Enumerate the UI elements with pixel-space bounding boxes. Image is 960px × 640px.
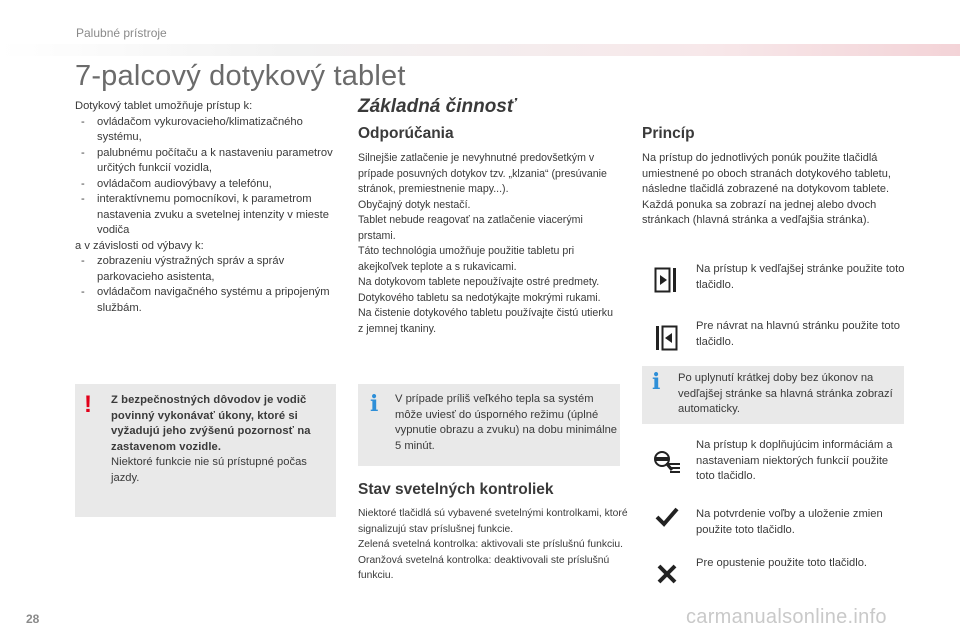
cross-icon bbox=[656, 563, 678, 585]
page-number: 28 bbox=[26, 612, 40, 626]
list-dash: - bbox=[81, 286, 85, 298]
intro-lead: Dotykový tablet umožňuje prístup k: bbox=[75, 100, 253, 112]
list-item: - interaktívnemu pomocníkovi, k parametrom nastavenia zvuku a svetelnej intenzity v mieste vodiča bbox=[81, 193, 329, 236]
section-header: Palubné prístroje bbox=[76, 26, 167, 40]
lights-text: Niektoré tlačidlá sú vybavené svetelnými kontrolkami, ktoré signalizujú stav príslušnej funkcie. Zelená svetelná kontrolka: aktivovali ste príslušnú funkciu. Oranžová svetelná kontrolka: deaktivovali ste príslušnú funkciu. bbox=[358, 508, 628, 581]
recommendations-text: Silnejšie zatlačenie je nevyhnutné predovšetkým v prípade posuvných dotykov tzv. „klzania“ (presúvanie stránok, premiestnenie mapy...). Obyčajný dotyk nestačí. Tablet nebude reagovať na zatlačenie viacerými prstami. Táto technológia umožňuje použitie tabletu pri akejkoľvek teplote a s rukavicami. Na dotykovom tablete nepoužívajte ostré predmety. Dotykového tabletu sa nedotýkajte mokrými rukami. Na čistenie dotykového tabletu používajte čistú utierku z jemnej tkaniny. bbox=[358, 152, 613, 335]
watermark: carmanualsonline.info bbox=[686, 606, 887, 628]
check-icon bbox=[655, 507, 679, 527]
check-text: Na potvrdenie voľby a uloženie zmien použite toto tlačidlo. bbox=[696, 508, 883, 536]
main-page-text: Pre návrat na hlavnú stránku použite toto tlačidlo. bbox=[696, 320, 900, 348]
list-dash: - bbox=[81, 115, 85, 128]
next-page-text: Na prístup k vedľajšej stránke použite toto tlačidlo. bbox=[696, 263, 905, 291]
cross-text: Pre opustenie použite toto tlačidlo. bbox=[696, 557, 868, 569]
intro-lead-2: a v závislosti od výbavy k: bbox=[75, 239, 204, 252]
list-item: - palubnému počítaču a k nastaveniu parametrov určitých funkcií vozidla, bbox=[81, 146, 333, 174]
warning-icon: ! bbox=[84, 391, 92, 418]
list-item: - zobrazeniu výstražných správ a správ parkovacieho asistenta, bbox=[81, 255, 285, 283]
list-item: - ovládačom navigačného systému a pripojeným službám. bbox=[81, 286, 330, 314]
warning-text bbox=[111, 393, 333, 486]
list-dash: - bbox=[81, 146, 85, 159]
principle-heading: Princíp bbox=[642, 125, 695, 142]
lights-heading: Stav svetelných kontroliek bbox=[358, 481, 554, 498]
intro-text bbox=[75, 99, 337, 316]
main-page-icon bbox=[654, 325, 678, 351]
info-icon: i bbox=[370, 391, 379, 417]
page-title: 7-palcový dotykový tablet bbox=[75, 60, 406, 92]
list-item: - ovládačom audiovýbavy a telefónu, bbox=[75, 177, 337, 193]
basic-heading: Základná činnosť bbox=[358, 96, 516, 117]
list-item: - ovládačom vykurovacieho/klimatizačného systému, bbox=[81, 115, 303, 143]
list-dash: - bbox=[81, 177, 85, 190]
warning-note: Niektoré funkcie nie sú prístupné počas jazdy. bbox=[111, 456, 307, 484]
info-heat-text: V prípade príliš veľkého tepla sa systém môže uviesť do úsporného režimu (úplné vypnutie obrazu a zvuku) na dobu minimálne 5 minút. bbox=[395, 393, 618, 452]
settings-list-text: Na prístup k doplňujúcim informáciám a nastaveniam niektorých funkcií použite toto tlačidlo. bbox=[696, 439, 893, 482]
info-icon: i bbox=[652, 369, 661, 395]
settings-list-icon bbox=[652, 450, 682, 476]
list-dash: - bbox=[81, 193, 85, 205]
principle-text: Na prístup do jednotlivých ponúk použite tlačidlá umiestnené po oboch stranách dotykového tabletu, následne tlačidlá zobrazené na dotykovom tablete. Každá ponuka sa zobrazí na jednej alebo dvoch stránkach (hlavná stránka a vedľajšia stránka). bbox=[642, 152, 891, 226]
info-timeout-text: Po uplynutí krátkej doby bez úkonov na vedľajšej stránke sa hlavná stránka zobrazí automaticky. bbox=[678, 372, 893, 415]
header-divider bbox=[0, 44, 960, 56]
warning-bold-text: Z bezpečnostných dôvodov je vodič povinný vykonávať úkony, ktoré si vyžadujú jeho zvýšenú pozornosť na zastavenom vozidle. bbox=[111, 394, 311, 453]
next-page-icon bbox=[654, 267, 678, 293]
recommendations-heading: Odporúčania bbox=[358, 125, 454, 142]
list-dash: - bbox=[81, 255, 85, 267]
